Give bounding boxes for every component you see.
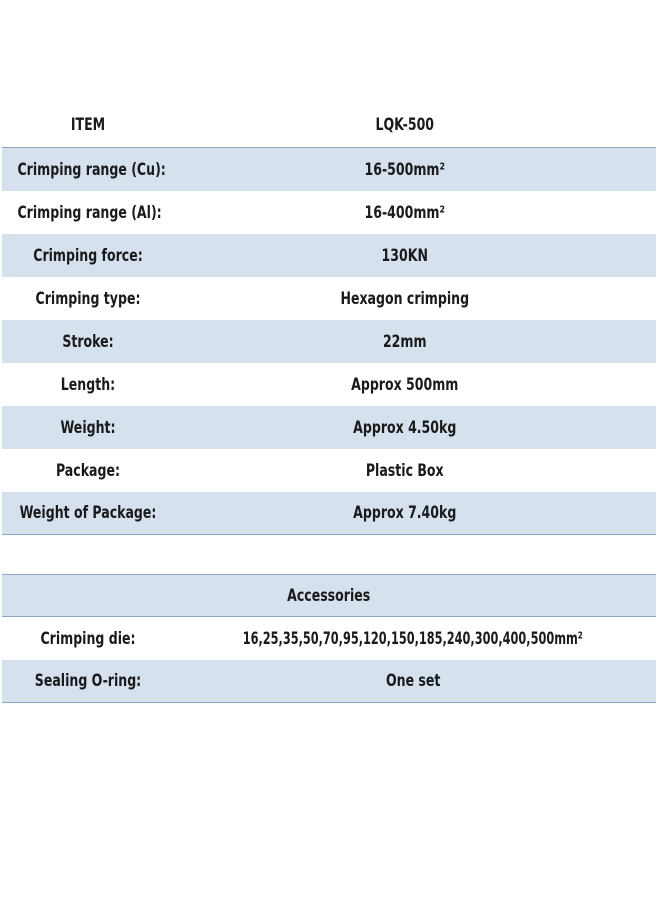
spec-value: 22mm — [382, 331, 427, 352]
spec-label: Length: — [60, 374, 116, 395]
spec-row-crimping-range-al — [2, 191, 656, 234]
spec-row-crimping-range-cu — [2, 148, 656, 191]
spec-label: Weight: — [60, 417, 116, 438]
accessory-label: Sealing O-ring: — [34, 671, 142, 691]
spec-row-package — [2, 449, 656, 492]
accessory-value-text: One set — [385, 671, 441, 691]
spec-header-row — [2, 103, 656, 148]
spec-row-crimping-force — [2, 234, 656, 277]
specification-table — [2, 103, 656, 535]
accessory-value-text: 16,25,35,50,70,95,120,150,185,240,300,400,500mm² — [242, 628, 584, 649]
spec-value: 130KN — [381, 245, 428, 266]
spec-label: Package: — [55, 460, 121, 481]
spec-value: Approx 500mm — [351, 374, 459, 395]
spec-label: Crimping range (Cu): — [17, 159, 166, 180]
spec-header-value: LQK-500 — [375, 115, 435, 135]
accessory-row-sealing-o-ring — [2, 660, 656, 703]
spec-header-label: ITEM — [70, 115, 106, 135]
spec-label: Stroke: — [62, 331, 114, 352]
accessories-title — [2, 574, 656, 617]
accessories-title-text: Accessories — [287, 585, 371, 606]
accessories-table — [2, 574, 656, 703]
spec-row-stroke — [2, 320, 656, 363]
spec-value: 16-400mm² — [364, 202, 445, 223]
spec-row-crimping-type — [2, 277, 656, 320]
accessory-value — [174, 671, 656, 691]
spec-row-length — [2, 363, 656, 406]
accessory-value — [174, 629, 656, 649]
spec-value: Hexagon crimping — [340, 288, 470, 309]
spec-value: 16-500mm² — [364, 159, 445, 180]
spec-label: Crimping type: — [35, 288, 141, 309]
spec-label: Weight of Package: — [19, 503, 157, 523]
spec-label: Crimping range (Al): — [17, 202, 162, 223]
spec-label: Crimping force: — [33, 245, 143, 266]
spec-value: Approx 7.40kg — [353, 503, 457, 523]
accessory-row-crimping-die — [2, 617, 656, 660]
spec-row-weight-of-package — [2, 492, 656, 535]
spec-row-weight — [2, 406, 656, 449]
accessory-label: Crimping die: — [40, 628, 136, 649]
spec-value: Plastic Box — [365, 460, 444, 481]
spec-value: Approx 4.50kg — [353, 417, 457, 438]
